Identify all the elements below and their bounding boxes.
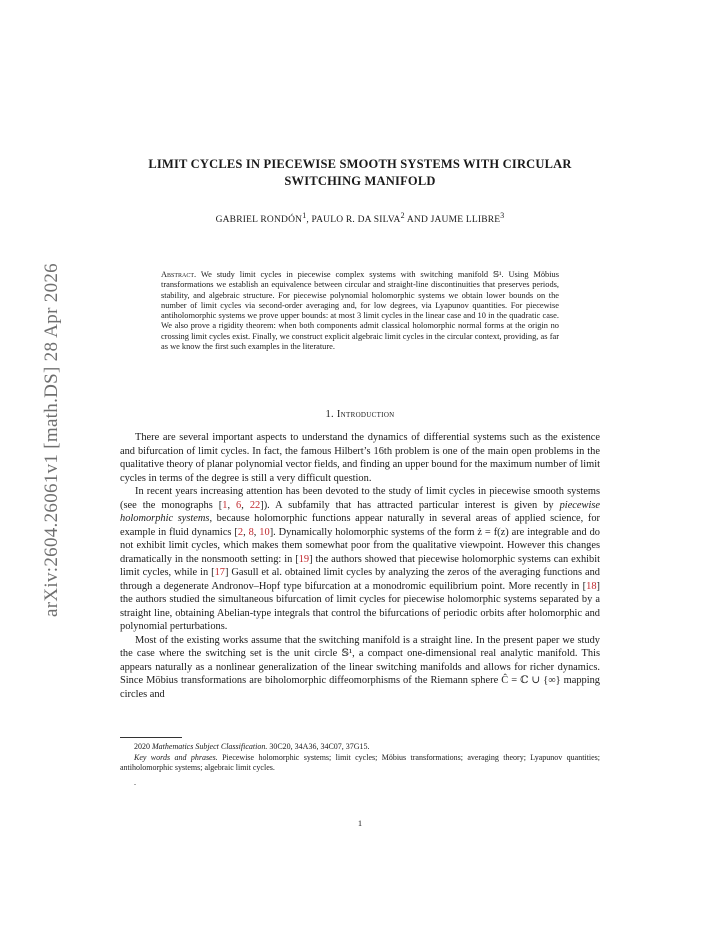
section-heading <box>120 409 600 420</box>
p2-text: ]). A subfamily that has attracted particular interest is given by <box>260 499 560 511</box>
page-number: 1 <box>357 818 363 828</box>
abstract-text: We study limit cycles in piecewise complex systems with switching manifold 𝕊¹. Using Möbius transformations we establish an equivalence between circular and straight-line discontinuities that preserves periods, stability, and algebraic structure. For piecewise polynomial holomorphic systems we obtain lower bounds on the number of limit cycles via second-order averaging and, for low degrees, via Lyapunov quantities. For piecewise antiholomorphic systems we prove upper bounds: at most 3 limit cycles in the linear case and 10 in the quadratic case. We also prove a rigidity theorem: when both components admit classical holomorphic normal forms at the origin no crossing limit cycles exist. Finally, we construct explicit algebraic limit cycles in the circular context, providing, as far as we know the first such examples in the literature. <box>161 270 559 352</box>
citation-link[interactable]: 18 <box>586 580 597 592</box>
p2-text: ] Gasull et al. obtained limit cycles by analyzing the zeros of the averaging functions and through a degenerate Andronov–Hopf type bifurcation at a monodromic equilibrium point. More recently in [ <box>120 567 600 592</box>
citation-link[interactable]: 6 <box>236 499 242 511</box>
footnote-msc <box>120 742 600 753</box>
citation-link[interactable]: 2 <box>237 526 244 538</box>
footnote-keywords <box>120 753 600 774</box>
paragraph-2 <box>120 485 600 634</box>
citation-link[interactable]: 10 <box>259 526 270 538</box>
author-1: GABRIEL RONDÓN <box>215 215 303 226</box>
section-number: 1. <box>325 409 334 420</box>
citation-link[interactable]: 19 <box>298 553 310 565</box>
citation-link[interactable]: 1 <box>222 499 228 511</box>
abstract <box>161 270 559 352</box>
paragraph-1: There are several important aspects to understand the dynamics of differential systems such as the existence and bifurcation of limit cycles. In fact, the famous Hilbert’s 16th problem is one of the main open problems in the qualitative theory of planar polynomial vector fields, and finding an upper bound for the maximum number of limit cycles in terms of the degree is still a very difficult question. <box>120 432 600 484</box>
p2-text: ] the authors studied the simultaneous bifurcation of limit cycles for piecewise holomorphic systems separated by a straight line, obtaining Abelian-type integrals that control the bifurcations of periodic orbits after holomorphic and polynomial perturbations. <box>120 580 600 632</box>
p2-text: ]. Dynamically holomorphic systems of the form ż = f(z) are integrable and do not exhibit limit cycles, which makes them somewhat poor from the qualitative viewpoint. However this changes dramatically in the nonsmooth setting: in [ <box>120 526 600 565</box>
keywords-label: Key words and phrases. <box>134 752 218 762</box>
msc-year: 2020 <box>134 742 152 751</box>
footnote-dot: . <box>134 778 136 787</box>
citation-link[interactable]: 17 <box>214 567 225 578</box>
p2-emphasis: piecewise holomorphic systems <box>120 499 600 524</box>
p2-text: , because holomorphic functions appear naturally in several areas of applied science, for example in fluid dynamics [ <box>120 513 600 538</box>
citation-link[interactable]: 22 <box>249 499 261 511</box>
citation-link[interactable]: 8 <box>248 526 254 538</box>
p2-text: , <box>253 526 260 538</box>
p2-text: ] the authors showed that piecewise holomorphic systems can exhibit limit cycles, while in [ <box>120 553 600 578</box>
footnotes <box>120 742 600 774</box>
abstract-label: Abstract. <box>161 270 197 279</box>
p2-text: , <box>241 499 250 511</box>
arxiv-identifier: arXiv:2604.26061v1 [math.DS] 28 Apr 2026 <box>41 263 62 617</box>
p2-text: In recent years increasing attention has been devoted to the study of limit cycles in piecewise smooth systems (see the monographs [ <box>120 486 600 511</box>
author-list <box>120 211 600 225</box>
msc-codes: 30C20, 34A36, 34C07, 37G15. <box>267 742 370 751</box>
paper-title <box>120 156 600 190</box>
author-3-affiliation: 3 <box>500 211 505 220</box>
author-2: , PAULO R. DA SILVA <box>306 215 401 226</box>
author-3: AND JAUME LLIBRE <box>404 215 501 226</box>
title-line-1: LIMIT CYCLES IN PIECEWISE SMOOTH SYSTEMS WITH CIRCULAR <box>148 157 572 171</box>
p2-text: , <box>243 526 249 538</box>
msc-label: Mathematics Subject Classification. <box>152 742 268 751</box>
author-2-affiliation: 2 <box>400 211 405 220</box>
keywords-text: Piecewise holomorphic systems; limit cycles; Möbius transformations; averaging theory; Lyapunov quantities; antiholomorphic systems; algebraic limit cycles. <box>120 752 600 772</box>
title-line-2: SWITCHING MANIFOLD <box>284 174 436 188</box>
footnote-divider <box>120 737 182 738</box>
section-title: Introduction <box>336 409 395 420</box>
paragraph-3: Most of the existing works assume that the switching manifold is a straight line. In the present paper we study the case where the switching set is the unit circle 𝕊¹, a compact one-dimensional real analytic manifold. This appears naturally as a nonlinear generalization of the linear switching manifolds and allows for richer dynamics. Since Möbius transformations are biholomorphic diffeomorphisms of the Riemann sphere Ĉ = ℂ ∪ {∞} mapping circles and <box>120 634 600 700</box>
body-text <box>120 431 600 701</box>
author-1-affiliation: 1 <box>302 211 307 220</box>
p2-text: , <box>227 499 237 511</box>
